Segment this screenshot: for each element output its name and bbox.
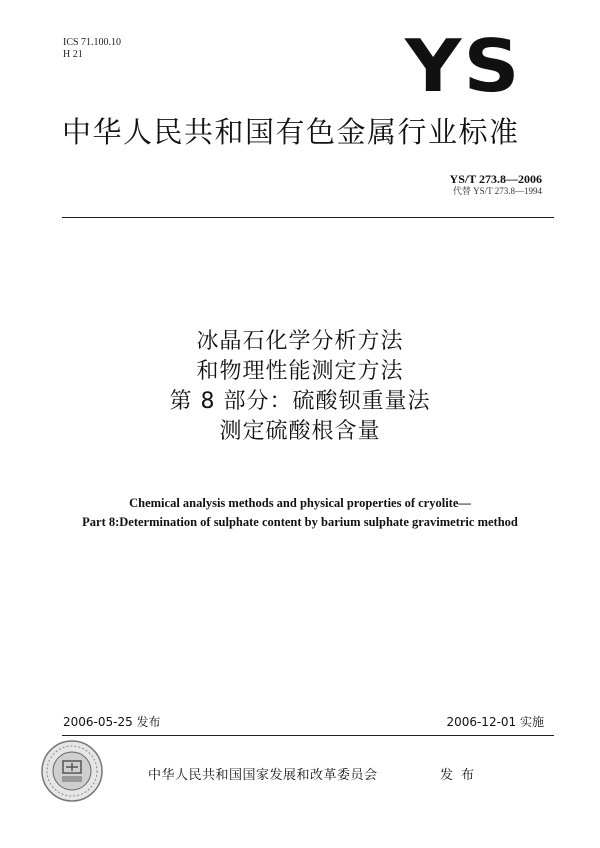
chinese-title-line-3: 第 8 部分：硫酸钡重量法 [169,389,431,414]
chinese-title-line-2: 和物理性能测定方法 [196,359,404,384]
classification-codes [63,37,121,61]
english-title [0,494,600,532]
effective-date: 2006-12-01 实施 [446,715,544,729]
publish-label: 发布 [440,768,483,783]
issuing-authority: 中华人民共和国国家发展和改革委员会 [148,768,378,783]
standard-category-title: 中华人民共和国有色金属行业标准 [62,115,520,149]
english-title-line-1: Chemical analysis methods and physical properties of cryolite— [129,496,471,510]
standard-number: YS/T 273.8—2006 [449,172,542,186]
english-title-line-2: Part 8:Determination of sulphate content by barium sulphate gravimetric method [82,515,518,529]
ys-logo: YS [405,24,522,108]
ccs-code: H 21 [63,49,83,60]
ics-code: ICS 71.100.10 [63,37,122,48]
chinese-title-line-4: 测定硫酸根含量 [219,419,381,444]
header-divider [62,217,554,218]
issue-date: 2006-05-25 发布 [63,715,161,729]
footer-divider [62,735,554,736]
chinese-title [0,327,600,447]
replaces-standard: 代替 YS/T 273.8—1994 [452,186,542,196]
official-seal-icon [40,739,104,803]
chinese-title-line-1: 冰晶石化学分析方法 [196,329,404,354]
